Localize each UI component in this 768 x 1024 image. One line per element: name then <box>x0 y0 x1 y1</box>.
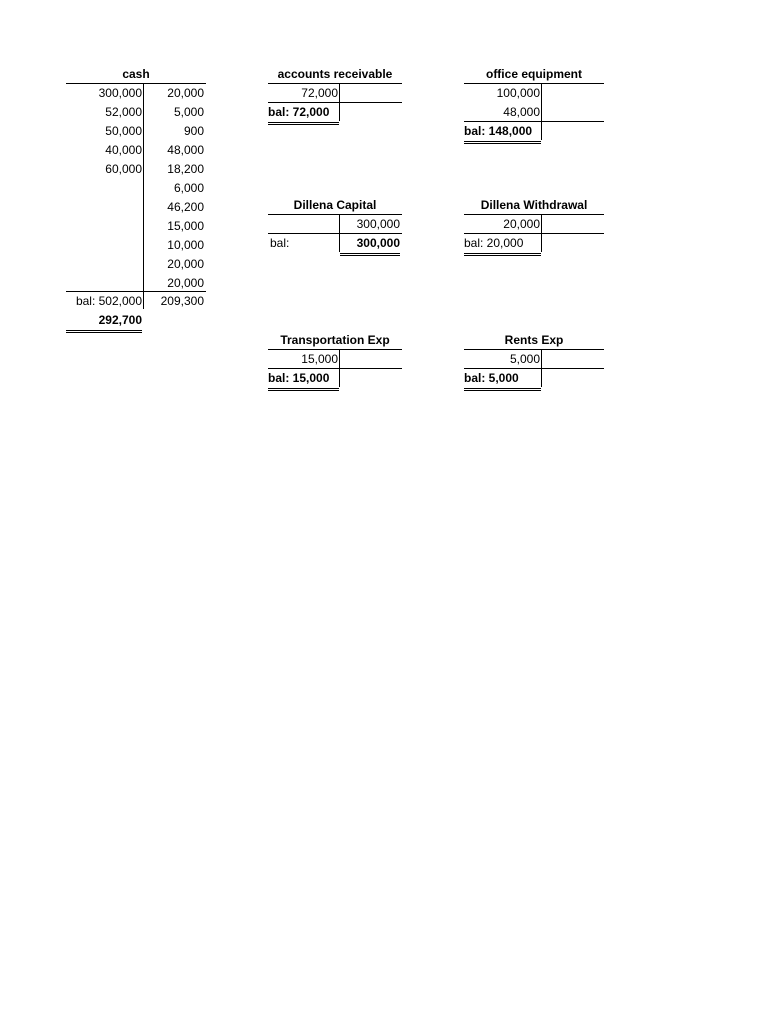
debit-column <box>464 84 540 122</box>
debit-entry: 50,000 <box>105 124 142 138</box>
debit-entry: 100,000 <box>496 86 540 100</box>
account-title: Rents Exp <box>504 333 564 347</box>
t-account-transportation-exp <box>268 332 402 392</box>
credit-entry: 15,000 <box>167 219 204 233</box>
credit-entry: 300,000 <box>356 217 400 231</box>
account-title: Dillena Withdrawal <box>480 198 588 212</box>
credit-entry: 46,200 <box>167 200 204 214</box>
debit-entry: 20,000 <box>503 217 540 231</box>
credit-entry: 20,000 <box>167 257 204 271</box>
balance-entry: bal: 20,000 <box>464 234 541 256</box>
credit-entry: 18,200 <box>167 162 204 176</box>
t-account-accounts-receivable <box>268 66 402 126</box>
credit-entry: 20,000 <box>167 276 204 290</box>
t-account-cash <box>66 66 206 336</box>
debit-entry: 40,000 <box>105 143 142 157</box>
t-account-office-equipment <box>464 66 604 146</box>
debit-entry: 48,000 <box>503 105 540 119</box>
debit-entry: 60,000 <box>105 162 142 176</box>
debit-entry: 300,000 <box>98 86 142 100</box>
credit-entry: 5,000 <box>173 105 204 119</box>
debit-entry: 5,000 <box>509 352 540 366</box>
t-account-divider <box>541 83 542 140</box>
balance-entry: bal: 72,000 <box>268 103 339 125</box>
debit-entry: 52,000 <box>105 105 142 119</box>
t-account-dillena-capital <box>268 197 402 257</box>
balance-entry: bal: 15,000 <box>268 369 339 391</box>
credit-entry: 900 <box>183 124 204 138</box>
balance-label: bal: <box>270 236 290 250</box>
credit-entry: 10,000 <box>167 238 204 252</box>
debit-total: bal: 502,000 <box>75 294 142 308</box>
balance-entry: bal: 5,000 <box>464 369 541 391</box>
account-title: Dillena Capital <box>293 198 377 212</box>
account-title: accounts receivable <box>277 67 393 81</box>
credit-total: 209,300 <box>160 294 204 308</box>
balance-entry: 300,000 <box>340 234 400 256</box>
credit-entry: 20,000 <box>167 86 204 100</box>
credit-column <box>145 84 204 293</box>
account-title: Transportation Exp <box>280 333 390 347</box>
account-title: office equipment <box>485 67 582 81</box>
debit-entry: 15,000 <box>301 352 338 366</box>
credit-entry: 6,000 <box>173 181 204 195</box>
cash-balance: 292,700 <box>66 311 142 333</box>
t-account-divider <box>143 83 144 309</box>
account-title: cash <box>122 67 150 81</box>
credit-entry: 48,000 <box>167 143 204 157</box>
t-account-dillena-withdrawal <box>464 197 604 257</box>
debit-column <box>66 84 142 179</box>
debit-entry: 72,000 <box>301 86 338 100</box>
balance-entry: bal: 148,000 <box>464 122 541 144</box>
t-account-rents-exp <box>464 332 604 392</box>
